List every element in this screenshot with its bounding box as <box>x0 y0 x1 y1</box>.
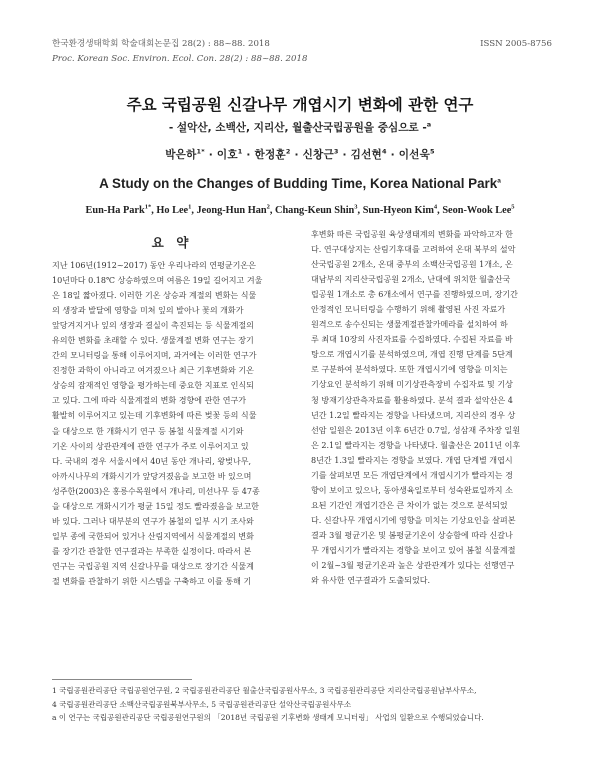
author-name: Eun-Ha Park <box>85 205 145 216</box>
ko-author <box>399 149 435 161</box>
journal-title-ko: 한국환경생태학회 학술대회논문집 28(2) : 88~88. 2018 <box>52 39 270 49</box>
author-separator: , <box>151 205 157 216</box>
paper-title-en <box>0 176 600 191</box>
author-separator: , <box>357 205 363 216</box>
issn: ISSN 2005-8756 <box>480 39 552 49</box>
abstract-column-left <box>52 258 292 589</box>
ko-author <box>255 149 291 161</box>
author-affiliation-mark: 1 <box>188 203 192 211</box>
paper-subtitle-ko <box>0 120 600 135</box>
author-affiliation-mark: 3 <box>333 147 339 156</box>
paper-title-ko: 주요 국립공원 신갈나무 개엽시기 변화에 관한 연구 <box>126 96 474 114</box>
author-list-en <box>0 205 600 216</box>
author-name: 박은하 <box>165 149 197 161</box>
author-name: Ho Lee <box>156 205 189 216</box>
author-separator: · <box>204 149 217 161</box>
author-separator: , <box>269 205 276 216</box>
journal-title-en: Proc. Korean Soc. Environ. Ecol. Con. 28(2) : 88~88. 2018 <box>52 54 308 64</box>
footnotes <box>52 684 552 725</box>
author-separator: · <box>242 149 255 161</box>
author-affiliation-mark: 5 <box>511 203 515 211</box>
en-author <box>275 205 358 216</box>
en-author <box>442 205 514 216</box>
abstract-column-right <box>311 227 551 588</box>
author-affiliation-mark: 1* <box>196 147 205 156</box>
author-name: Chang-Keun Shin <box>275 205 355 216</box>
author-name: 신창근 <box>302 149 334 161</box>
author-affiliation-mark: 2 <box>266 203 270 211</box>
ko-author <box>351 149 387 161</box>
footnote-affiliation-1: 1 국립공원관리공단 국립공원연구원, 2 국립공원관리공단 월출산국립공원사무소, 3 국립공원관리공단 지리산국립공원남부사무소, <box>52 686 477 695</box>
author-affiliation-mark: 1* <box>144 203 152 211</box>
en-author <box>85 205 151 216</box>
author-separator: · <box>386 149 399 161</box>
author-separator: , <box>437 205 443 216</box>
author-affiliation-mark: 2 <box>285 147 291 156</box>
author-name: 이선욱 <box>398 149 431 161</box>
author-affiliation-mark: 5 <box>430 147 435 156</box>
subtitle-text: - 설악산, 소백산, 지리산, 월출산국립공원을 중심으로 - <box>168 122 427 134</box>
author-separator: , <box>191 205 197 216</box>
ko-author <box>217 149 243 161</box>
author-separator: · <box>290 149 303 161</box>
author-name: 한정훈 <box>254 149 286 161</box>
author-name: Seon-Wook Lee <box>442 205 512 216</box>
abstract-text-left: 지난 106년(1912~2017) 동안 우리나라의 연평균기온은 10년마다 0.18℃ 상승하였으며 여름은 19일 길어지고 겨울 은 18일 짧아졌다. 이러한 기온 상승과 계절의 변화는 식물 의 생장과 발달에 영향을 미쳐 잎의 발아나 꽃의 개화가 앞당겨지거나 잎의 생장과 결실이 촉진되는 등 식물계절의 유의한 변화를 초래할 수 있다. 생물계절 변화 연구는 장기 간의 모니터링을 통해 이루어지며, 과거에는 이러한 연구가 진정한 과학이 아니라고 여겨졌으나 최근 기후변화와 기온 상승의 잠재적인 영향을 평가하는데 중요한 지표로 인식되 고 있다. 그에 따라 식물계절의 변화 경향에 관한 연구가 활발히 이루어지고 있는데 기후변화에 따른 벚꽃 등의 식물 을 대상으로 한 개화시기 연구 등 봄철 식물계절 시기와 기온 사이의 상관관계에 관한 연구가 주로 이루어지고 있 다. 국내의 경우 서울시에서 40년 동안 개나리, 왕벚나무, 아까시나무의 개화시기가 앞당겨졌음을 보고한 바 있으며 성주한(2003)은 홍릉수목원에서 개나리, 미선나무 등 47종 을 대상으로 개화시기가 평균 15일 정도 빨라졌음을 보고한 바 있다. 그러나 대부분의 연구가 봄철의 일부 시기 조사와 일부 종에 국한되어 있거나 산림지역에서 식물계절의 변화 를 장기간 관찰한 연구결과는 부족한 실정이다. 따라서 본 연구는 국립공원 지역 신갈나무를 대상으로 장기간 식물계 절 변화를 관찰하기 위한 시스템을 구축하고 이를 통해 기 <box>52 261 263 586</box>
footnote-funding: a 이 연구는 국립공원관리공단 국립공원연구원의 「2018년 국립공원 기후변화 생태계 모니터링」 사업의 일환으로 수행되었습니다. <box>52 713 484 723</box>
author-name: Jeong-Hun Han <box>196 205 267 216</box>
ko-author <box>303 149 339 161</box>
journal-header <box>52 37 552 67</box>
author-affiliation-mark: 4 <box>433 203 438 211</box>
author-separator: · <box>338 149 351 161</box>
author-name: 이호 <box>216 149 238 161</box>
title-en-text: A Study on the Changes of Budding Time, Korea National Park <box>99 176 498 191</box>
author-affiliation-mark: 1 <box>237 147 243 156</box>
footnote-affiliation-2: 4 국립공원관리공단 소백산국립공원북부사무소, 5 국립공원관리공단 설악산국립공원사무소 <box>52 699 352 709</box>
en-author <box>363 205 437 216</box>
en-author <box>197 205 270 216</box>
title-en-footnote-mark: a <box>497 177 501 185</box>
author-name: 김선현 <box>350 149 382 161</box>
author-list-ko <box>0 147 600 162</box>
author-affiliation-mark: 3 <box>354 203 358 211</box>
author-affiliation-mark: 4 <box>381 147 387 156</box>
abstract-text-right: 후변화 따른 국립공원 육상생태계의 변화를 파악하고자 한 다. 연구대상지는 산림기후대를 고려하여 온대 북부의 설악 산국립공원 2개소, 온대 중부의 소백산국립공원 1개소, 온 대남부의 지리산국립공원 2개소, 난대에 위치한 월출산국 립공원 1개소로 총 6개소에서 연구를 진행하였으며, 장기간 안정적인 모니터링을 수행하기 위해 촬영된 사진 자료가 원격으로 송수신되는 생물계절관찰카메라를 설치하여 하 루 최대 10장의 사진자료를 수집하였다. 수집된 자료를 바 탕으로 개엽시기를 분석하였으며, 개엽 진행 단계를 5단계 로 구분하여 분석하였다. 또한 개엽시기에 영향을 미치는 기상요인 분석하기 위해 미기상관측장비 수집자료 및 기상 청 방재기상관측자료를 활용하였다. 분석 결과 설악산은 4 년간 1.2일 빨라지는 경향을 나타냈으며, 지리산의 경우 상 선암 일원은 2013년 이후 6년간 0.7일, 성삼재 주차장 일원 은 2.1일 빨라지는 경향을 나타냈다. 월출산은 2011년 이후 8년간 1.3일 빨라지는 경향을 보였다. 개엽 단계별 개엽시 기를 살펴보면 모든 개엽단계에서 개엽시기가 빨라지는 경 향이 보이고 있으나, 동아생육일로부터 성숙완료일까지 소 요된 기간인 개엽기간은 큰 차이가 없는 것으로 분석되었 다. 신갈나무 개엽시기에 영향을 미치는 기상요인을 살펴본 결과 3월 평균기온 및 봄평균기온이 상승함에 따라 신갈나 무 개엽시기가 빨라지는 경향을 보이고 있어 봄철 식물계절 이 2월~3월 평균기온과 높은 상관관계가 있다는 선행연구 와 유사한 연구결과가 도출되었다. <box>311 230 521 586</box>
footnote-divider <box>52 679 192 680</box>
abstract-heading: 요 약 <box>151 235 193 250</box>
author-name: Sun-Hyeon Kim <box>362 205 434 216</box>
en-author <box>156 205 191 216</box>
subtitle-footnote-mark: a <box>426 120 432 129</box>
ko-author <box>165 149 205 161</box>
